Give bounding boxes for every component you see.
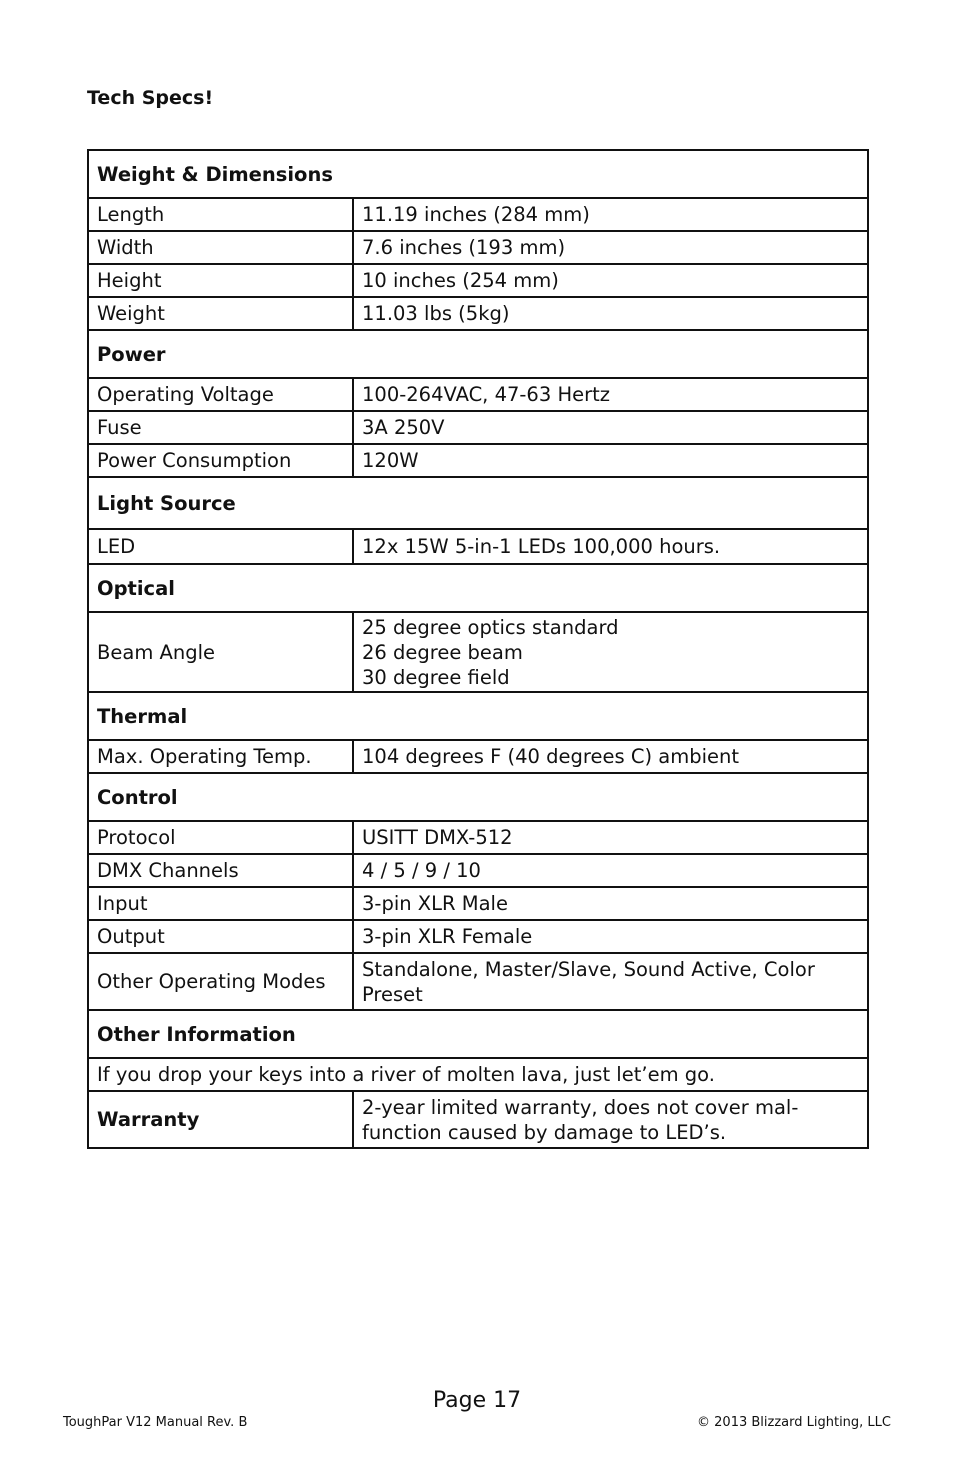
spec-value: 10 inches (254 mm) [353,264,868,297]
section-heading: Power [88,330,868,378]
table-row [88,231,868,264]
section-heading: Control [88,773,868,821]
table-row [88,887,868,920]
section-heading: Other Information [88,1010,868,1058]
table-row [88,1091,868,1148]
spec-value: 12x 15W 5-in-1 LEDs 100,000 hours. [353,529,868,564]
spec-value: 7.6 inches (193 mm) [353,231,868,264]
section-header-power [88,330,868,378]
spec-label: Width [88,231,353,264]
section-heading: Optical [88,564,868,612]
spec-label: LED [88,529,353,564]
section-header-light-source [88,477,868,529]
spec-value: 3-pin XLR Male [353,887,868,920]
spec-value-line: 30 degree ﬁeld [362,665,510,689]
spec-label: Operating Voltage [88,378,353,411]
spec-value: 4 / 5 / 9 / 10 [353,854,868,887]
spec-label: DMX Channels [88,854,353,887]
spec-label: Beam Angle [88,612,353,692]
spec-value: 120W [353,444,868,477]
spec-value: 11.03 lbs (5kg) [353,297,868,330]
spec-label: Protocol [88,821,353,854]
table-row [88,740,868,773]
spec-value-line: 26 degree beam [362,640,523,664]
spec-value-line: 2-year limited warranty, does not cover mal- [362,1095,799,1119]
table-row [88,1058,868,1091]
spec-label: Input [88,887,353,920]
spec-label: Output [88,920,353,953]
table-row [88,198,868,231]
spec-value-line: Standalone, Master/Slave, Sound Active, Color [362,957,815,981]
table-row [88,920,868,953]
table-row [88,529,868,564]
warranty-label: Warranty [88,1091,353,1148]
table-row [88,378,868,411]
spec-label: Power Consumption [88,444,353,477]
spec-value: 3-pin XLR Female [353,920,868,953]
spec-value-line: function caused by damage to LED’s. [362,1120,727,1144]
table-row [88,854,868,887]
section-header-other-information [88,1010,868,1058]
spec-table [87,149,869,1149]
spec-value: 11.19 inches (284 mm) [353,198,868,231]
page-title: Tech Specs! [87,87,214,109]
section-header-optical [88,564,868,612]
note-text: If you drop your keys into a river of molten lava, just let’em go. [88,1058,868,1091]
section-header-thermal [88,692,868,740]
table-row [88,264,868,297]
spec-value: 100-264VAC, 47-63 Hertz [353,378,868,411]
spec-value-line: Preset [362,982,423,1006]
section-heading: Light Source [88,477,868,529]
spec-value: 104 degrees F (40 degrees C) ambient [353,740,868,773]
section-header-control [88,773,868,821]
table-row [88,612,868,692]
spec-value-line: 25 degree optics standard [362,615,619,639]
spec-value: USITT DMX-512 [353,821,868,854]
spec-value: 3A 250V [353,411,868,444]
table-row [88,821,868,854]
spec-label: Length [88,198,353,231]
spec-label: Other Operating Modes [88,953,353,1010]
section-heading: Thermal [88,692,868,740]
spec-label: Weight [88,297,353,330]
table-row [88,297,868,330]
spec-value [353,612,868,692]
spec-value [353,953,868,1010]
table-row [88,444,868,477]
spec-label: Max. Operating Temp. [88,740,353,773]
footer-copyright: © 2013 Blizzard Lighting, LLC [697,1415,891,1430]
table-row [88,411,868,444]
footer-manual-title: ToughPar V12 Manual Rev. B [63,1415,248,1430]
spec-label: Height [88,264,353,297]
page-number: Page 17 [432,1388,522,1413]
section-header-weight-dimensions [88,150,868,198]
table-row [88,953,868,1010]
spec-label: Fuse [88,411,353,444]
section-heading: Weight & Dimensions [88,150,868,198]
warranty-value [353,1091,868,1148]
